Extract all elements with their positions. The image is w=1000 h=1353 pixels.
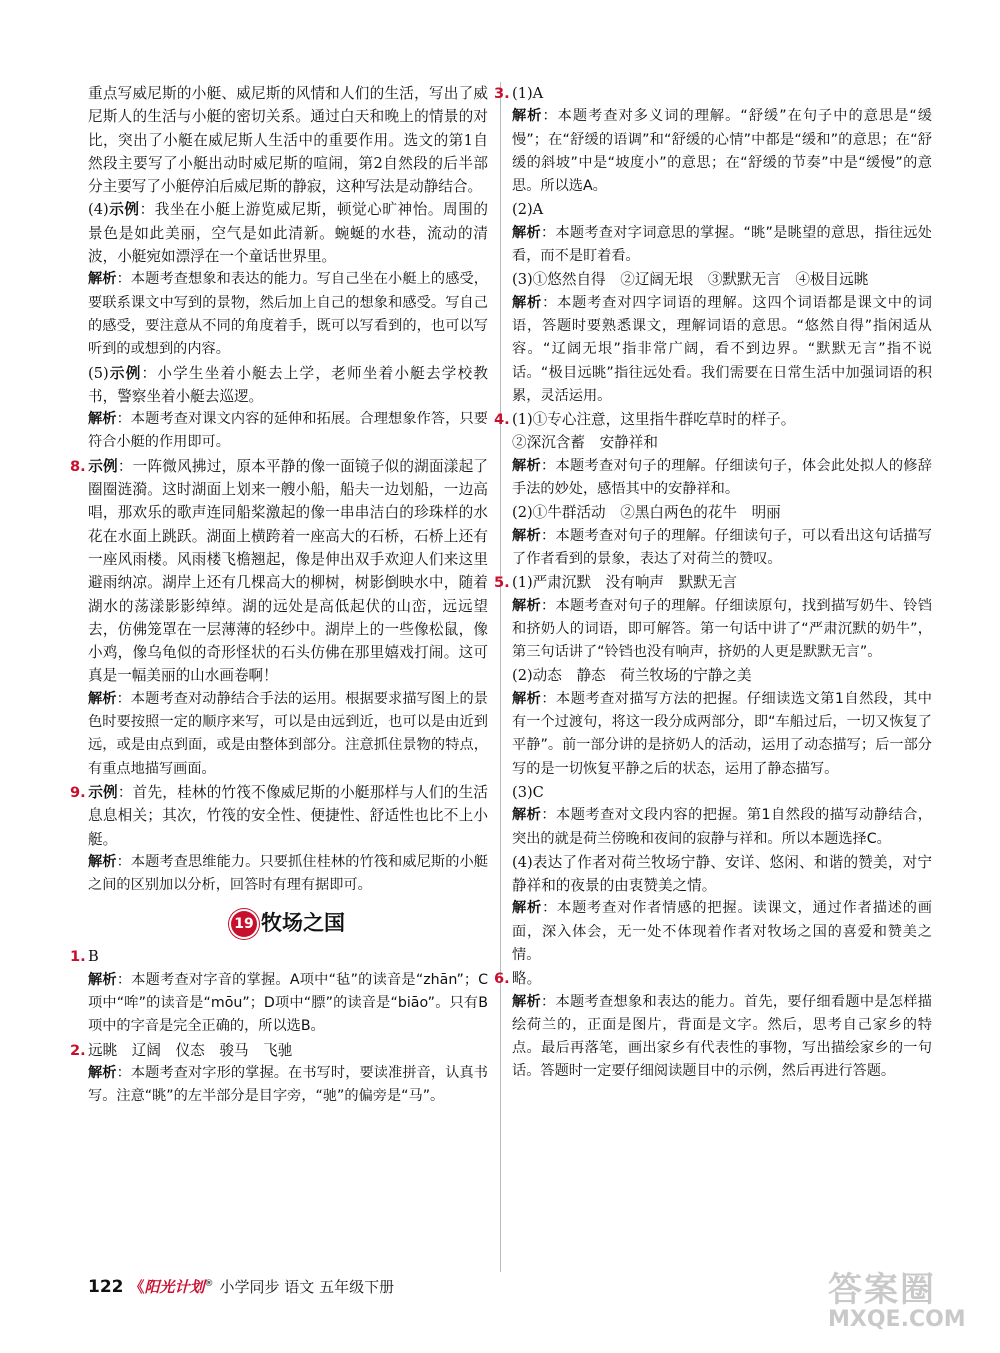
analysis-paragraph (512, 222, 932, 269)
paragraph-text: ：本题考查对课文内容的延伸和拓展。合理想象作答，只要符合小艇的作用即可。 (88, 411, 488, 451)
answer-text (512, 198, 932, 221)
paragraph-text: 略。 (512, 970, 542, 988)
question-number: 3. (494, 85, 510, 102)
page-number: 122 (88, 1277, 124, 1297)
analysis-paragraph (512, 525, 932, 572)
paragraph-text: ：本题考查对文段内容的把握。第1自然段的描写动静结合，突出的就是荷兰傍晚和夜间的寂静与祥和。所以本题选择C。 (512, 807, 932, 847)
book-subtitle: 小学同步 语文 五年级下册 (219, 1278, 395, 1296)
example-label: 示例 (108, 201, 140, 219)
section-title: 牧场之国 (261, 911, 345, 936)
paragraph-text: 重点写威尼斯的小艇、威尼斯的风情和人们的生活，写出了威尼斯人的生活与小艇的密切关系。通过白天和晚上的情景的对比，突出了小艇在威尼斯人生活中的重要作用。选文的第1自然段主要写了小艇出动时威尼斯的喧闹，第2自然段的后半部分主要写了小艇停泊后威尼斯的静寂，这种写法是动静结合。 (88, 85, 488, 196)
analysis-label: 解析 (512, 807, 542, 824)
question-answer (494, 967, 932, 990)
sub-question-number: (4) (88, 201, 109, 219)
analysis-paragraph (88, 408, 488, 455)
answer-text (512, 431, 932, 454)
analysis-label: 解析 (512, 690, 542, 707)
analysis-paragraph (88, 851, 488, 898)
paragraph-text: (3)C (512, 783, 544, 801)
paragraph-text: ：本题考查对作者情感的把握。读课文，通过作者描述的画面，深入体会，无一处不体现着作者对牧场之国的喜爱和赞美之情。 (512, 900, 932, 963)
paragraph-text: ：本题考查对句子的理解。仔细读原句，找到描写奶牛、铃铛和挤奶人的词语，即可解答。第一句话中讲了“严肃沉默的奶牛”，第三句话讲了“铃铛也没有响声，挤奶的人更是默默无言”。 (512, 597, 932, 661)
analysis-label: 解析 (512, 527, 541, 544)
analysis-label: 解析 (512, 224, 541, 241)
analysis-label: 解析 (512, 993, 541, 1010)
paragraph-text: B (88, 948, 99, 966)
watermark-url: MXQE.COM (828, 1307, 966, 1332)
paragraph-text: ：一阵微风拂过，原本平静的像一面镜子似的湖面漾起了圈圈涟漪。这时湖面上划来一艘小船，船夫一边划船，一边高唱，那欢乐的歌声连同船桨激起的像一串串洁白的珍珠样的水花在水面上跳跃。湖面上横跨着一座高大的石桥，石桥上还有一座风雨楼。风雨楼飞檐翘起，像是伸出双手欢迎人们来这里避雨纳凉。湖岸上还有几棵高大的柳树，树影倒映水中，随着湖水的荡漾影影绰绰。湖的远处是高低起伏的山峦，远远望去，仿佛笼罩在一层薄薄的轻纱中。湖岸上的一些像松鼠，像小鸡，像乌龟似的奇形怪状的石头仿佛在那里嬉戏打闹。这可真是一幅美丽的山水画卷啊！ (88, 457, 488, 685)
answer-text (512, 781, 932, 804)
sub-question-number: (5) (88, 364, 109, 382)
analysis-paragraph (88, 1062, 488, 1109)
answer-text (512, 851, 932, 898)
brand-name: 阳光计划 (144, 1278, 205, 1296)
analysis-label: 解析 (88, 411, 117, 428)
analysis-paragraph (512, 292, 932, 408)
paragraph-text: 远眺 辽阔 仪态 骏马 飞驰 (88, 1041, 293, 1059)
paragraph-text: ：首先，桂林的竹筏不像威尼斯的小艇那样与人们的生活息息相关；其次，竹筏的安全性、便捷性、舒适性也比不上小艇。 (88, 783, 488, 848)
paragraph-text: ：小学生坐着小艇去上学，老师坐着小艇去学校教书，警察坐着小艇去巡逻。 (88, 364, 488, 405)
analysis-label: 解析 (88, 271, 117, 288)
paragraph-text: ：本题考查想象和表达的能力。写自己坐在小艇上的感受，要联系课文中写到的景物，然后加上自己的想象和感受。写自己的感受，要注意从不同的角度着手，既可以写看到的，也可以写听到的或想到的内容。 (88, 271, 488, 358)
example-label: 示例 (88, 783, 118, 801)
answer-text (512, 268, 932, 291)
paragraph-text: ：我坐在小艇上游览威尼斯，顿觉心旷神怡。周围的景色是如此美丽，空气是如此清新。蜿蜒的水巷，流动的清波，小艇宛如漂浮在一个童话世界里。 (88, 201, 488, 266)
answer-text (512, 501, 932, 524)
question-number: 9. (70, 783, 86, 801)
question-number: 8. (70, 457, 86, 475)
paragraph-text: ：本题考查想象和表达的能力。首先，要仔细看题中是怎样描绘荷兰的，正面是图片，背面是文字。然后，思考自己家乡的特点。最后再落笔，画出家乡有代表性的事物，写出描绘家乡的一句话。答题时一定要仔细阅读题目中的示例，然后再进行答题。 (512, 993, 932, 1080)
paragraph-text: ②深沉含蓄 安静祥和 (512, 434, 658, 452)
analysis-label: 解析 (88, 690, 117, 707)
paragraph-text: (2)①牛群活动 ②黑白两色的花牛 明丽 (512, 504, 781, 522)
paragraph-text: (1)严肃沉默 没有响声 默默无言 (512, 574, 737, 592)
analysis-label: 解析 (512, 108, 543, 125)
paragraph-text: ：本题考查对动静结合手法的运用。根据要求描写图上的景色时要按照一定的顺序来写，可以是由远到近，也可以是由近到远，或是由点到面，或是由整体到部分。注意抓住景物的特点，有重点地描写画面。 (88, 690, 488, 777)
question-answer (494, 571, 932, 594)
paragraph-text: ：本题考查对字音的掌握。A项中“毡”的读音是“zhān”；C项中“哞”的读音是“mōu”；D项中“膘”的读音是“biāo”。只有B项中的字音是完全正确的，所以选B。 (88, 971, 488, 1035)
column-divider (500, 82, 501, 1272)
question-answer (494, 408, 932, 431)
question-number: 5. (494, 574, 510, 592)
lesson-number-badge: 19 (231, 911, 257, 937)
paragraph-text: (3)①悠然自得 ②辽阔无垠 ③默默无言 ④极目远眺 (512, 271, 869, 289)
paragraph-text: ：本题考查思维能力。只要抓住桂林的竹筏和威尼斯的小艇之间的区别加以分析，回答时有理有据即可。 (88, 853, 488, 894)
paragraph-text: ：本题考查对描写方法的把握。仔细读选文第1自然段，其中有一个过渡句，将这一段分成两部分，即“车船过后，一切又恢复了平静”。前一部分讲的是挤奶人的活动，运用了动态描写；后一部分写的是一切恢复平静之后的状态，运用了静态描写。 (512, 690, 932, 777)
analysis-paragraph (512, 897, 932, 967)
analysis-label: 解析 (512, 294, 543, 311)
analysis-label: 解析 (512, 900, 543, 917)
analysis-paragraph (88, 688, 488, 781)
left-items-section (70, 945, 488, 1108)
paragraph-text: ：本题考查对四字词语的理解。这四个词语都是课文中的词语，答题时要熟悉课文，理解词语的意思。“悠然自得”指闲适从容。“辽阔无垠”指非常广阔，看不到边界。“默默无言”指不说话。“极目远眺”指往远处看。我们需要在日常生活中加强词语的积累，灵活运用。 (512, 294, 932, 404)
left-items (70, 82, 488, 897)
analysis-paragraph (512, 688, 932, 781)
paragraph-text: (2)动态 静态 荷兰牧场的宁静之美 (512, 667, 752, 685)
analysis-paragraph (88, 268, 488, 361)
analysis-label: 解析 (88, 971, 117, 988)
right-items (494, 82, 932, 1084)
question-answer (70, 945, 488, 968)
registered-mark: ® (204, 1279, 214, 1289)
analysis-paragraph (512, 595, 932, 665)
left-column (70, 82, 488, 1108)
analysis-label: 解析 (88, 853, 117, 870)
paragraph-text: ：本题考查对字词意思的掌握。“眺”是眺望的意思，指往远处看，而不是盯着看。 (512, 224, 932, 265)
question-answer (494, 82, 932, 105)
analysis-paragraph (512, 991, 932, 1084)
analysis-label: 解析 (512, 457, 541, 474)
paragraph-text: (1)①专心注意，这里指牛群吃草时的样子。 (512, 411, 796, 429)
right-column (494, 82, 932, 1084)
paragraph-text: ：本题考查对句子的理解。仔细读句子，可以看出这句话描写了作者看到的景象，表达了对荷兰的赞叹。 (512, 527, 932, 567)
sub-answer (88, 198, 488, 268)
example-label: 示例 (108, 364, 142, 382)
paragraph-text: (4)表达了作者对荷兰牧场宁静、安详、悠闲、和谐的赞美，对宁静祥和的夜景的由衷赞美之情。 (512, 853, 932, 895)
answer-text (512, 664, 932, 687)
analysis-paragraph (512, 804, 932, 851)
paragraph-text: (2)A (512, 201, 544, 219)
question-answer (70, 455, 488, 688)
paragraph-text: ：本题考查对字形的掌握。在书写时，要读准拼音，认真书写。注意“眺”的左半部分是目字旁，“驰”的偏旁是“马”。 (88, 1064, 488, 1105)
question-number: 2. (70, 1041, 86, 1059)
question-answer (70, 1039, 488, 1062)
question-number: 1. (70, 948, 86, 966)
example-label: 示例 (88, 457, 118, 475)
question-number: 6. (494, 970, 510, 988)
analysis-label: 解析 (88, 1064, 117, 1081)
paragraph-text: ：本题考查对句子的理解。仔细读句子，体会此处拟人的修辞手法的妙处，感悟其中的安静祥和。 (512, 457, 932, 498)
paragraph-text: (1)A (512, 85, 544, 102)
analysis-paragraph (512, 455, 932, 502)
section-heading (88, 907, 488, 937)
analysis-paragraph (512, 105, 932, 198)
answer-text (88, 82, 488, 198)
brand-chevrons: 《 (129, 1278, 145, 1296)
sub-answer (88, 362, 488, 409)
question-answer (70, 781, 488, 851)
watermark-logo-text: 答案圈 (828, 1270, 936, 1310)
watermark (828, 1262, 978, 1340)
paragraph-text: ：本题考查对多义词的理解。“舒缓”在句子中的意思是“缓慢”；在“舒缓的语调”和“舒缓的心情”中都是“缓和”的意思；在“舒缓的斜坡”中是“坡度小”的意思；在“舒缓的节奏”中是“缓慢”的意思。所以选A。 (512, 108, 932, 195)
analysis-paragraph (88, 969, 488, 1039)
question-number: 4. (494, 411, 510, 429)
analysis-label: 解析 (512, 597, 541, 614)
page-footer (88, 1276, 394, 1297)
